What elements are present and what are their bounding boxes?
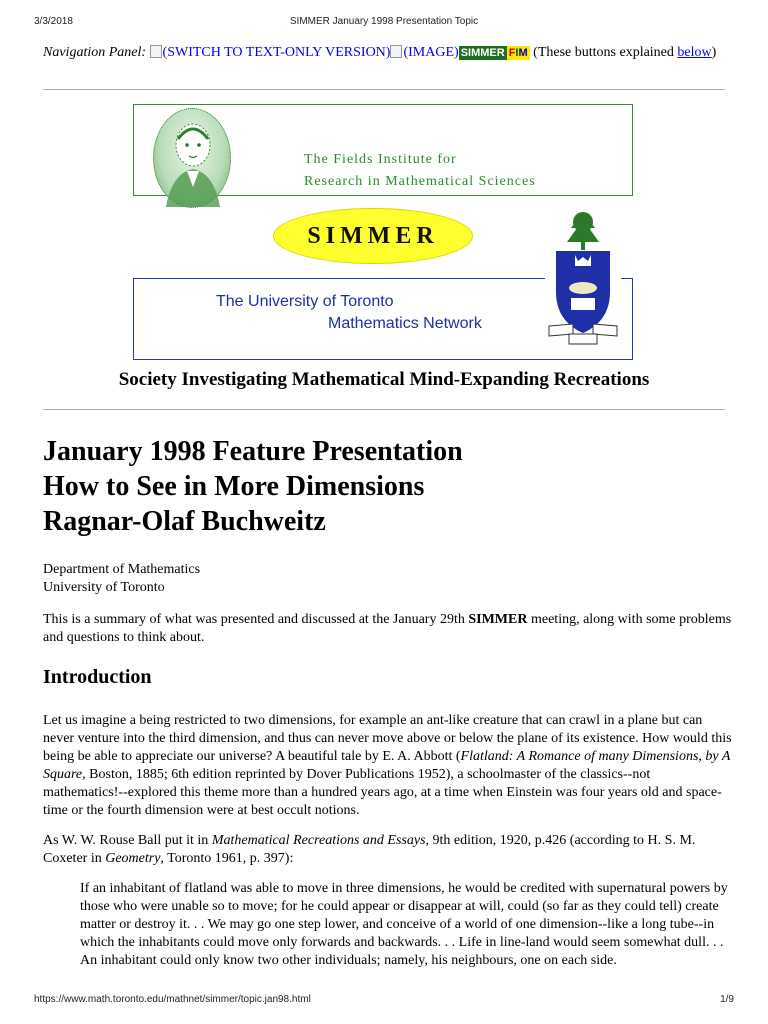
uoft-math-network-name: The University of Toronto Mathematics Network [216, 293, 482, 332]
simmer-tagline: Society Investigating Mathematical Mind-Expanding Recreations [118, 369, 650, 390]
print-page-number: 1/9 [720, 994, 734, 1005]
simmer-home-button[interactable]: SIMMER [460, 47, 505, 59]
flatland-quote: If an inhabitant of flatland was able to move in three dimensions, he would be credited with supernatural powers by those who were unable so to move; for he could appear or disappear at will, could (so far as they could tell) create matter or destroy it. . . We may go one step lower, and conceive of a world of one dimension--like a long tube--in which the inhabitants could move only forwards and backwards. . . Life in line-land would seem somewhat dull. . . An inhabitant could only know two other individuals; namely, his neighbours, one on each side. [80, 881, 728, 968]
uoft-crest-icon [545, 208, 621, 346]
simmer-oval-logo: SIMMER [273, 208, 473, 264]
print-date: 3/3/2018 [34, 16, 73, 27]
navigation-panel: Navigation Panel: (SWITCH TO TEXT-ONLY VERSION) (IMAGE) SIMMER FIM (These buttons explained below) [43, 45, 717, 60]
introduction-heading: Introduction [43, 666, 152, 688]
fields-institute-name: The Fields Institute for Research in Mathematical Sciences [304, 152, 536, 189]
print-url: https://www.math.toronto.edu/mathnet/simmer/topic.jan98.html [34, 994, 311, 1005]
switch-text-only-link[interactable]: (SWITCH TO TEXT-ONLY VERSION) [150, 45, 391, 60]
broken-image-icon [150, 45, 162, 58]
fim-button[interactable]: FIM [508, 47, 528, 59]
print-page-title: SIMMER January 1998 Presentation Topic [289, 16, 479, 27]
image-link[interactable]: (IMAGE) [390, 45, 458, 60]
nav-label: Navigation Panel: [43, 45, 147, 60]
broken-image-icon [390, 45, 402, 58]
fields-portrait-image [153, 108, 231, 208]
divider [43, 409, 725, 410]
below-link[interactable]: below [677, 45, 712, 60]
divider [43, 89, 725, 90]
summary-paragraph: This is a summary of what was presented and discussed at the January 29th SIMMER meeting, along with some problems and questions to think about. [43, 612, 732, 645]
author-affiliation: Department of Mathematics University of Toronto [43, 562, 201, 595]
intro-paragraph: Let us imagine a being restricted to two dimensions, for example an ant-like creature that can crawl in a plane but can never venture into the third dimension, and thus can never move above or below the plane of its existence. How would this being be able to appreciate our universe? A beautiful tale by E. A. Abbott (Flatland: A Romance of many Dimensions, by A Square, Boston, 1885; 6th edition reprinted by Dover Publications 1952), a schoolmaster of the classics--not mathematics!--explored this theme more than a hundred years ago, at a time when Einstein was four years old and space-time or the fourth dimension were at best occult notions. [43, 713, 732, 818]
buttons-explained-text: (These buttons explained [533, 45, 674, 60]
rouse-ball-paragraph: As W. W. Rouse Ball put it in Mathematical Recreations and Essays, 9th edition, 1920, p.426 (according to H. S. M. Coxeter in Geometry, Toronto 1961, p. 397): [43, 833, 696, 866]
feature-title: January 1998 Feature Presentation How to See in More Dimensions Ragnar-Olaf Buchweitz [43, 436, 463, 537]
simmer-banner [133, 104, 633, 360]
